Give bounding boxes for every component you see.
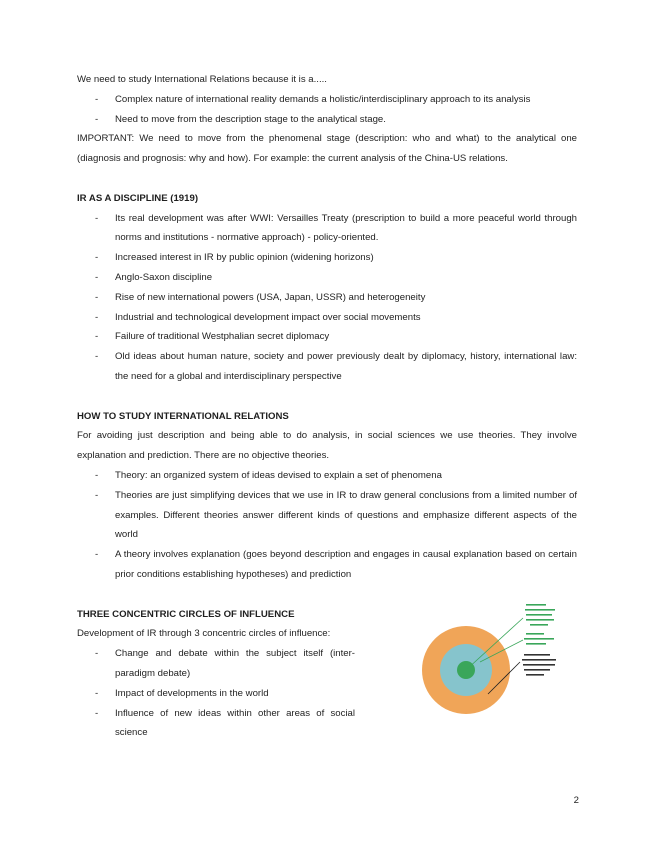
list-item: - Its real development was after WWI: Versailles Treaty (prescription to build a more peaceful world through norms and institutions - normative approach) - policy-oriented. (77, 209, 577, 249)
list-item: - A theory involves explanation (goes beyond description and engages in causal explanation based on certain prior conditions establishing hypotheses) and prediction (77, 545, 577, 585)
list-item: - Influence of new ideas within other areas of social science (77, 704, 355, 744)
list-item: - Theory: an organized system of ideas devised to explain a set of phenomena (77, 466, 577, 486)
list-item: - Impact of developments in the world (77, 684, 355, 704)
important-note: IMPORTANT: We need to move from the phenomenal stage (description: who and what) to the analytical one (diagnosis and prognosis: why and how). For example: the current analysis of the China-US relations. (77, 133, 577, 165)
intro-list (77, 90, 577, 130)
section-heading-howto: HOW TO STUDY INTERNATIONAL RELATIONS (77, 410, 289, 422)
section-heading-discipline: IR AS A DISCIPLINE (1919) (77, 192, 199, 204)
list-item: - Change and debate within the subject itself (inter-paradigm debate) (77, 644, 355, 684)
page-number: 2 (573, 795, 579, 806)
list-item: - Theories are just simplifying devices that we use in IR to draw general conclusions from a limited number of examples. Different theories answer different kinds of questions and emphasize different aspects of the world (77, 486, 577, 545)
concentric-circles-diagram (420, 602, 565, 717)
discipline-list (77, 209, 577, 387)
list-item: - Failure of traditional Westphalian secret diplomacy (77, 327, 577, 347)
list-item: - Need to move from the description stage to the analytical stage. (77, 110, 577, 130)
circles-intro: Development of IR through 3 concentric circles of influence: (77, 628, 331, 640)
list-item: - Increased interest in IR by public opinion (widening horizons) (77, 248, 577, 268)
list-item: - Complex nature of international reality demands a holistic/interdisciplinary approach to its analysis (77, 90, 577, 110)
list-item: - Old ideas about human nature, society and power previously dealt by diplomacy, history, international law: the need for a global and interdisciplinary perspective (77, 347, 577, 387)
list-item: - Anglo-Saxon discipline (77, 268, 577, 288)
howto-list (77, 466, 577, 585)
list-item: - Rise of new international powers (USA, Japan, USSR) and heterogeneity (77, 288, 577, 308)
howto-intro: For avoiding just description and being able to do analysis, in social sciences we use theories. They involve explanation and prediction. There are no objective theories. (77, 430, 577, 462)
intro-lead: We need to study International Relations because it is a..... (77, 74, 327, 85)
section-heading-circles: THREE CONCENTRIC CIRCLES OF INFLUENCE (77, 608, 295, 620)
label-lines-outer (522, 654, 556, 676)
list-item: - Industrial and technological development impact over social movements (77, 308, 577, 328)
label-lines-inner (525, 604, 555, 626)
label-lines-middle (524, 633, 554, 645)
